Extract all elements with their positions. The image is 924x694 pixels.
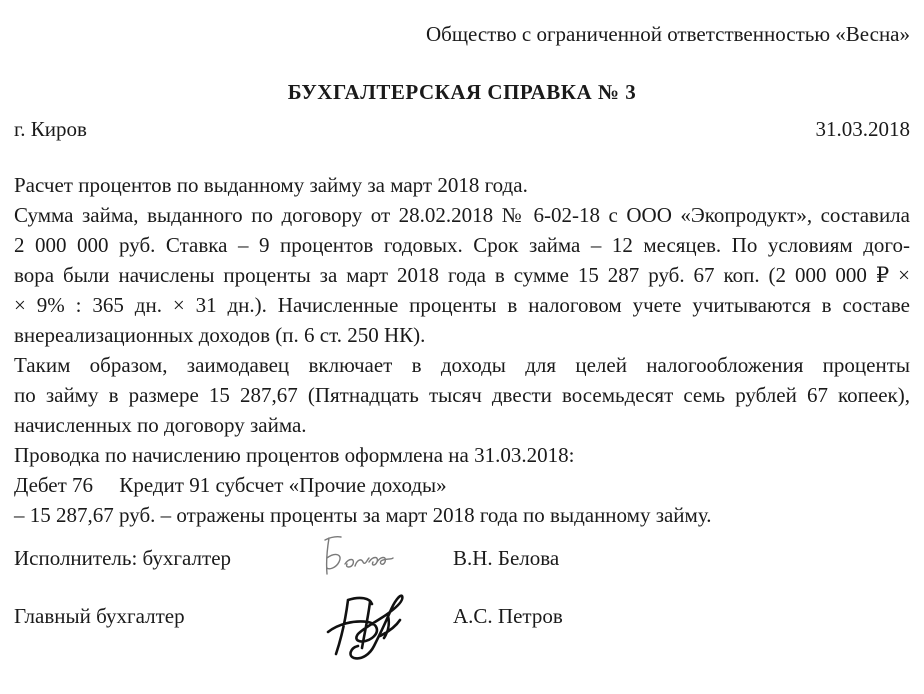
executor-name: В.Н. Белова bbox=[453, 546, 560, 570]
chief-accountant-label: Главный бухгалтер bbox=[14, 604, 185, 628]
body-line: Проводка по начислению процентов оформлена на 31.03.2018: bbox=[14, 443, 575, 467]
chief-accountant-name: А.С. Петров bbox=[453, 604, 563, 628]
body-line: начисленных по договору займа. bbox=[14, 413, 307, 437]
document-body bbox=[14, 170, 910, 530]
meta-row bbox=[14, 117, 910, 142]
executor-signature-image bbox=[315, 528, 405, 583]
body-line: вора были начислены проценты за март 2018 года в сумме 15 287 руб. 67 коп. (2 000 000 ₽ × bbox=[14, 263, 910, 287]
body-line: Сумма займа, выданного по договору от 28.02.2018 № 6-02-18 с ООО «Экопродукт», составила bbox=[14, 203, 910, 227]
body-line: внереализационных доходов (п. 6 ст. 250 НК). bbox=[14, 323, 426, 347]
body-line: Дебет 76 Кредит 91 субсчет «Прочие доходы» bbox=[14, 473, 447, 497]
organization-name: Общество с ограниченной ответственностью «Весна» bbox=[425, 22, 910, 46]
body-line: × 9% : 365 дн. × 31 дн.). Начисленные проценты в налоговом учете учитываются в составе bbox=[14, 293, 910, 317]
city: г. Киров bbox=[14, 117, 87, 141]
document-date: 31.03.2018 bbox=[815, 117, 910, 141]
body-line: 2 000 000 руб. Ставка – 9 процентов годовых. Срок займа – 12 месяцев. По условиям дого- bbox=[14, 233, 910, 257]
chief-signature-image bbox=[318, 586, 418, 676]
body-line: – 15 287,67 руб. – отражены проценты за март 2018 года по выданному займу. bbox=[14, 503, 712, 527]
body-line: Таким образом, заимодавец включает в доходы для целей налогообложения проценты bbox=[14, 353, 910, 377]
document-title: БУХГАЛТЕРСКАЯ СПРАВКА № 3 bbox=[287, 80, 637, 104]
body-line: Расчет процентов по выданному займу за март 2018 года. bbox=[14, 173, 528, 197]
executor-label: Исполнитель: бухгалтер bbox=[14, 546, 232, 570]
body-line: по займу в размере 15 287,67 (Пятнадцать тысяч двести восемьдесят семь рублей 67 копеек), bbox=[14, 383, 910, 407]
